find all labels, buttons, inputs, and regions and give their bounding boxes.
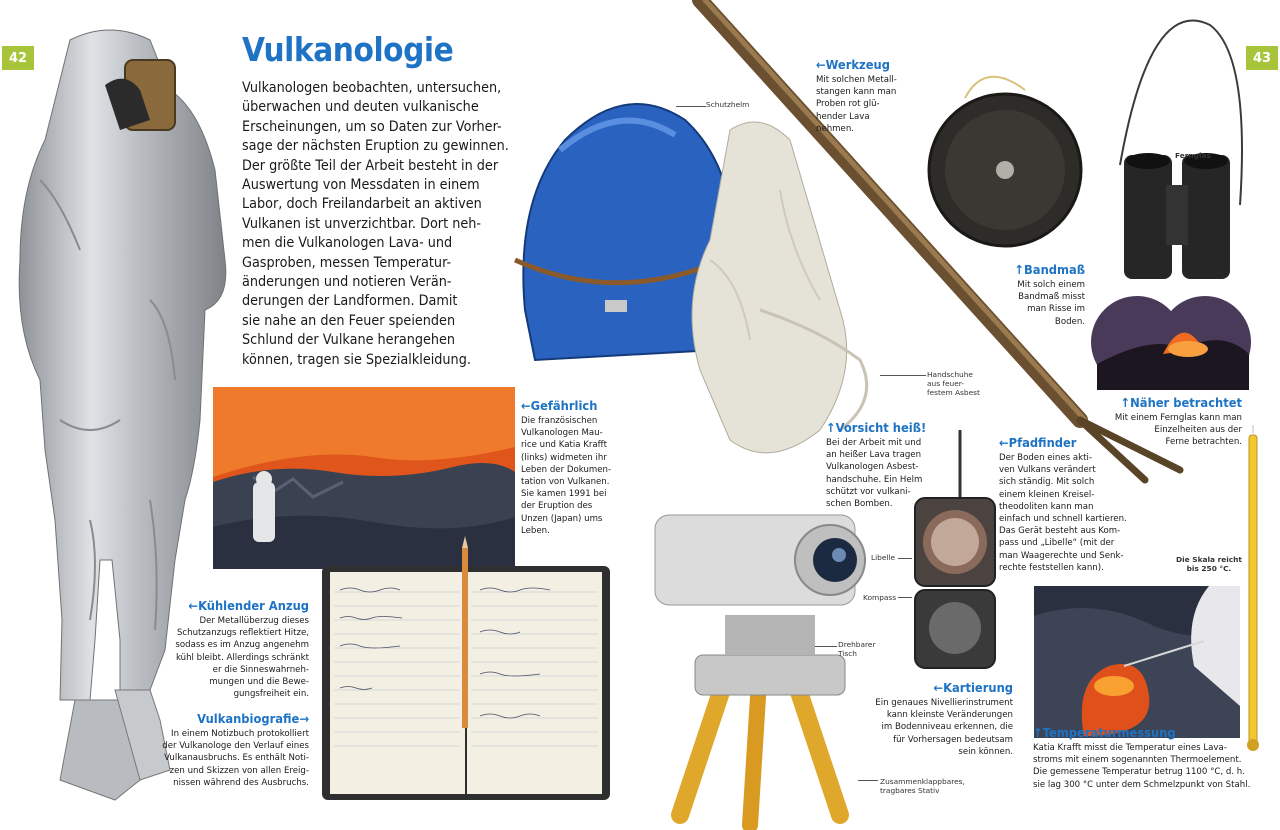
leader-line-libelle — [898, 558, 912, 559]
leader-line-handschuhe — [880, 375, 926, 376]
caption-kartierung-title: ←Kartierung — [933, 680, 1013, 695]
leader-line-drehbarer-tisch — [815, 646, 837, 647]
leader-line-schutzhelm — [676, 106, 706, 107]
caption-temperaturmessung-body: Katia Krafft misst die Temperatur eines Lava- stroms mit einem sogenannten Thermoelement. Die gemessene Temperatur betrug 1100 °C, d. h. sie lag 300 °C unter dem Schmelzpunkt von Stahl. — [1033, 743, 1251, 790]
page-title: Vulkanologie — [242, 30, 454, 69]
leader-line-stativ — [858, 780, 878, 781]
volcanologists-photo — [213, 387, 515, 569]
caption-werkzeug-title: ←Werkzeug — [816, 57, 890, 72]
binocular-view-image — [1093, 294, 1249, 390]
caption-vorsicht-heiss-title: ↑Vorsicht heiß! — [826, 420, 927, 435]
caption-vulkanbiografie-title: Vulkanbiografie→ — [197, 711, 309, 726]
caption-gefaehrlich-body: Die französischen Vulkanologen Mau- rice und Katia Krafft (links) widmeten ihr Leben der Dokumen- tation von Vulkanen. Sie kamen 1991 bei der Eruption des Unzen (Japan) ums Leben. — [521, 416, 612, 536]
measuring-tape-image — [925, 80, 1085, 280]
temperature-measurement-photo — [1034, 586, 1240, 738]
notebook-image — [320, 562, 612, 802]
caption-pfadfinder-body: Der Boden eines akti- ven Vulkans verändert sich ständig. Mit solch einem kleinen Kreisel- theodoliten kann man einfach und schnell kartieren. Das Gerät besteht aus Kom- pass und „Libelle“ (mit der man Waagerechte und Senk- rechte feststellen kann). — [999, 453, 1127, 573]
caption-temperaturmessung — [1033, 725, 1253, 791]
label-fernglas: Fernglas — [1175, 151, 1211, 160]
caption-werkzeug — [816, 57, 926, 135]
caption-kartierung — [833, 680, 1013, 758]
caption-vulkanbiografie-body: In einem Notizbuch protokolliert der Vulkanologe den Verlauf eines Vulkanausbruchs. Es enthält Noti- zen und Skizzen von allen Ereig- nissen während des Ausbruchs. — [162, 729, 309, 788]
caption-gefaehrlich-title: ←Gefährlich — [521, 398, 598, 413]
caption-vorsicht-heiss-body: Bei der Arbeit mit und an heißer Lava tragen Vulkanologen Asbest- handschuhe. Ein Helm schützt vor vulkani- schen Bomben. — [826, 438, 923, 510]
caption-naeher-betrachtet-title: ↑Näher betrachtet — [1120, 395, 1242, 410]
caption-kartierung-body: Ein genaues Nivellierinstrument kann kleinste Veränderungen im Bodenniveau erkennen, die für Vorhersagen bedeutsam sein können. — [875, 698, 1013, 757]
caption-bandmass — [975, 262, 1085, 328]
caption-pfadfinder-title: ←Pfadfinder — [999, 435, 1077, 450]
caption-bandmass-body: Mit solch einem Bandmaß misst man Risse im Boden. — [1017, 280, 1085, 327]
thermometer-image — [1245, 425, 1261, 755]
label-libelle: Libelle — [871, 553, 896, 562]
caption-kuehlender-anzug-title: ←Kühlender Anzug — [188, 598, 309, 613]
label-handschuhe: Handschuhe aus feuer- festem Asbest — [927, 370, 980, 397]
leveling-instrument-image — [640, 505, 890, 825]
caption-temperaturmessung-title: ↑Temperaturmessung — [1033, 725, 1176, 740]
label-stativ: Zusammenklappbares, tragbares Stativ — [880, 777, 965, 795]
label-schutzhelm: Schutzhelm — [706, 100, 750, 109]
caption-naeher-betrachtet-body: Mit einem Fernglas kann man Einzelheiten aus der Ferne betrachten. — [1114, 413, 1242, 448]
caption-vulkanbiografie — [109, 711, 309, 789]
caption-werkzeug-body: Mit solchen Metall- stangen kann man Proben rot glü- hender Lava nehmen. — [816, 75, 897, 134]
caption-kuehlender-anzug-body: Der Metallüberzug dieses Schutzanzugs reflektiert Hitze, sodass es im Anzug angenehm kühl bleibt. Allerdings schränkt er die Sinneswahrneh- mungen und die Bewe- gungsfreiheit ein. — [175, 616, 309, 700]
caption-kuehlender-anzug — [129, 598, 309, 700]
caption-pfadfinder — [999, 435, 1159, 574]
leader-line-kompass — [898, 597, 912, 598]
caption-bandmass-title: ↑Bandmaß — [1014, 262, 1085, 277]
intro-text: Vulkanologen beobachten, untersuchen, überwachen und deuten vulkanische Erscheinungen, um so Daten zur Vorher- sage der nächsten Eruption zu gewinnen. Der größte Teil der Arbeit besteht in der Auswertung von Messdaten in einem Labor, doch Freilandarbeit an aktiven Vulkanen ist unverzichtbar. Dort neh- men die Vulkanologen Lava- und Gasproben, messen Temperatur- änderungen und notieren Verän- derungen der Landformen. Damit sie nahe an den Feuer speienden Schlund der Vulkane herangehen können, tragen sie Spezialkleidung. — [242, 80, 509, 368]
label-kompass: Kompass — [863, 593, 897, 602]
label-drehbarer-tisch: Drehbarer Tisch — [838, 640, 876, 658]
page-number-left: 42 — [2, 46, 34, 70]
caption-vorsicht-heiss — [826, 420, 956, 510]
caption-gefaehrlich — [521, 398, 631, 537]
label-skala: Die Skala reicht bis 250 °C. — [1176, 555, 1242, 573]
page-number-right: 43 — [1246, 46, 1278, 70]
